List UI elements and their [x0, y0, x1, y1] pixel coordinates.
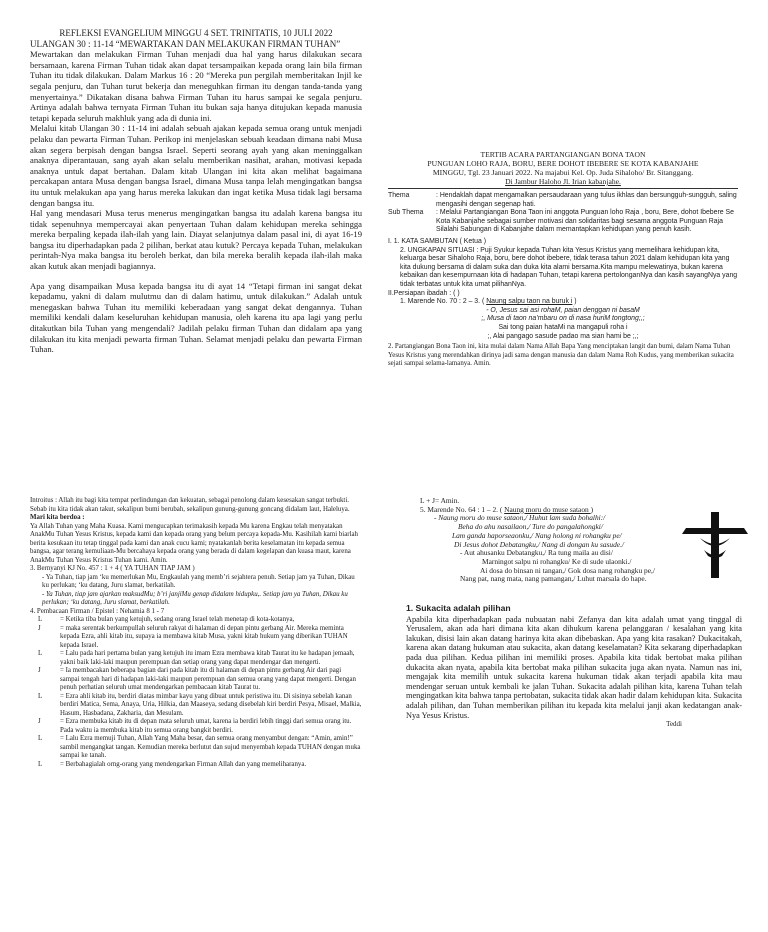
- hymn-5-line: - Aut ahusanku Debatangku,/ Ra tung maila au disi/: [460, 548, 613, 558]
- reflection-paragraph: Apa yang disampaikan Musa kepada bangsa itu di ayat 14 “Tetapi firman ini sangat dekat kepadamu, yakni di dalam mulutmu dan di dalam hatimu, untuk dilakukan.” Adalah untuk menegaskan bahwa Tuhan itu memiliki keberadaan yang sangat dekat dengannya. Tuhan memiliki kendali dalam keseluruhan kehidupan manusia, oleh karena itu apa lagi yang perlu ditakutkan bila Tuhan yang mengendali? Jadilah pelaku firman Tuhan dan didalam apa yang dilakukan itu kita menjadi pewarta firman Tuhan. Selamat menjadi pelaku dan pewarta Firman Tuhan.: [30, 280, 362, 355]
- order-item-preparation: II.Persiapan ibadah : ( ): [388, 289, 460, 297]
- hymn-5-line: Marningot salpu ni rohangku/ Ke di sude ulaonki./: [482, 556, 632, 566]
- song-3-title: 3. Bernyanyi KJ No. 457 : 1 + 4 ( YA TUHAN TIAP JAM ): [30, 565, 195, 572]
- joy-choice-section: [406, 604, 742, 774]
- introitus: Introitus : Allah itu bagi kita tempat perlindungan dan kekuatan, sebagai penolong dalam kesesakan sangat terbukti. Sebab itu kita tidak akan takut, sekalipun bumi berubah, sekalipun gunung-gunung goncang didalam laut, Haleluya.: [30, 497, 350, 513]
- joy-choice-text: Apabila kita diperhadapkan pada nubuatan nabi Zefanya dan kita adalah umat yang tinggal di Yerusalem, akan ada hari dimana kita akan dihukum karena pelanggaran / kesalahan yang kita lakukan, disisi lain akan datang harinya kita akan dibebaskan. Apa yang kita rasakan? Dukacitakah, karena akan datang hukuman atau sukacita, akan datang keselamatan? Kita sekarang diperhadapkan pada dua pilihan. Kedua pilihan ini memiliki proses. Apabila kita tidak bertobat maka pilihan dukacita akan nyata, apabila kita bertobat maka pilihan sukacita juga akan nyata. Namun nas ini, mengajak kita memilih untuk sukacita karena hukuman tidak akan terjadi apabila kita mau mendengar seruan untuk kembali ke jalan Tuhan. Sukacita adalah pilihan kita, karena Tuhan telah mengingatkan kita bahwa tanpa pertobatan, sukacita tidak akan hadir dalam kehidupan kita. Sukacita adalah pilihan, dan Tuhan memberikan pilihan itu kepada kita melalui janji akan kedatangan anak-Nya Yesus Kristus.: [406, 614, 742, 720]
- joy-choice-heading: 1. Sukacita adalah pilihan: [406, 604, 511, 613]
- hymn-5-title: 5. Marende No. 64 : 1 – 2. ( Naung moru do muse sataon ): [420, 504, 594, 514]
- hymn-5-line: Ai dosa do binsan ni tangan,/ Gok dosa nang rohangku pe,/: [480, 565, 655, 575]
- hymn-1-line: ;, Alai pangago sasude padao ma sian hami be ;,;: [487, 332, 639, 340]
- liturgy-section: [30, 497, 362, 917]
- responsive-line: L = Ketika tiba bulan yang ketujuh, sedang orang Israel telah menetap di kota-kotanya,: [38, 616, 295, 623]
- cross-icon: [682, 510, 748, 580]
- order-header-date: MINGGU, Tgl. 23 Januari 2022. Na majabui Kel. Op. Juda Sihaloho/ Br. Sitanggang.: [432, 168, 694, 177]
- prayer-text: Ya Allah Tuhan yang Maha Kuasa. Kami mengucapkan terimakasih kepada Mu karena Engkau telah menyatakan AnakMu Tuhan Yesus Kristus, kepada kami dan kepada orang yang belum percaya kepada-Mu. Kasihilah kami biarlah berita kesukaan itu tetap tinggal pada kami dan anak cucu kami; nyatakanlah berita keselamatan itu kepada semua bangsa, agar terang kemuliaan-Mu bercahaya kepada orang yang berada di dalam kegelapan dan kuasa maut, karena AnakMu Tuhan Yesus Kristus Tuhan kami. Amin.: [30, 522, 358, 564]
- reflection-reference: ULANGAN 30 : 11-14 “MEWARTAKAN DAN MELAKUKAN FIRMAN TUHAN”: [30, 38, 341, 49]
- prayer-heading: Mari kita berdoa :: [30, 514, 85, 521]
- reading-title: 4. Pembacaan Firman / Epistel : Nehamia 8 1 - 7: [30, 607, 165, 615]
- amin-line: L + J= Amin.: [420, 497, 460, 505]
- order-item-situation: 2. UNGKAPAN SITUASI : Puji Syukur kepada Tuhan kita Yesus Kristus yang memelihara kehidupan kita, keluarga besar Sihaloho Raja, boru, bere dohot ibebere, tidak terasa tahun 2021 dalam kehidupan kita yang kita dukung bersama di dalam suka dan duka kita alami bersama.Kita mampu melewatinya, bukan karena kebaikan dan kesempurnaan kita di hadapan Tuhan, tetapi karena pertolonganNya dan kasih sayangNya yang tidak terbatas untuk kita umat pilihanNya.: [400, 246, 738, 288]
- subtheme-row: [388, 209, 738, 235]
- hymn-1-line: ;, Musa di taon na’mbaru on di nasa huriM tongtong;,;: [481, 315, 645, 323]
- hymn-1-title: 1. Marende No. 70 : 2 – 3. ( Naung salpu taon na buruk i ): [400, 298, 577, 306]
- subtheme-label: Sub Thema: [388, 209, 424, 217]
- author-signature: Teddi: [666, 720, 682, 729]
- reflection-paragraph: Hal yang mendasari Musa terus menerus mengingatkan bangsa itu adalah karena bangsa itu tidak sepenuhnya mempercayai akan penyertaan Tuhan dalam kehidupan mereka sehingga mereka berpaling kepada ilah-ilah yang lain. Diayat selanjutnya dalam pasal ini, di ayat 16-19 bangsa itu diperhadapkan pada 2 pilihan, berkat atau kutuk? Percaya kepada Tuhan, melakukan perintah-Nya maka bangsa itu beroleh berkat, dan bila mereka beralih kepada ilah-ilah maka akan kutuk akan menjadi bagiannya.: [30, 208, 362, 272]
- hymn-5-line: - Naung moru do muse sataon,/ Huhut lam suda bohalhi:/: [434, 513, 606, 523]
- hymn-5-line: Di Jesus dohot Debatangku,/ Nang di dongan ku sasude./: [454, 539, 624, 549]
- hymn-5-line: Beha do ahu nasailaon,/ Ture do pangalahongki/: [458, 522, 603, 532]
- responsive-line: J = Ezra membuka kitab itu di depan mata seluruh umat, karena ia berdiri lebih tinggi dari semua orang itu. Pada waktu ia membuka kitab itu semua orang bangkit berdiri.: [38, 718, 352, 734]
- order-item-welcome: I. 1. KATA SAMBUTAN ( Ketua ): [388, 237, 487, 245]
- responsive-line: L = Ezra ahli kitab itu, berdiri diatas mimbar kayu yang dibuat untuk peristiwa itu. Di sisinya sebelah kanan berdiri Matica, Sema, Anaya, Uria, Hilkia, dan Maaseya, sedang disebelah kiri berdiri Pesya, Misael, Malkia, Hasum, Hasbadana, Zakharia, dan Mesulam.: [38, 692, 362, 717]
- song-3-verse: - Ya Tuhan, tiap jam ajarkan maksudMu; b’ri janjiMu genap didalam hidupku,. Setiap jam ya Tuhan, Dikau ku perlukan; ‘ku datang, Juru slamat, berkatilah.: [42, 590, 348, 606]
- hymn-5-line: Lam ganda haporseaonku,/ Nang holong ni rohangku pe/: [452, 530, 622, 540]
- reflection-section: [30, 28, 362, 428]
- responsive-line: J = Ia membacakan beberapa bagian dari pada kitab itu di halaman di depan pintu gerbang Air dari pagi sampai tengah hari di hadapan laki-laki maupun perempuan dan semua orang yang dapat mengerti. Dengan penuh perhatian seluruh umat mendengarkan pembacaan kitab Taurat tu.: [38, 667, 357, 691]
- theme-text: : Hendaklah dapat mengamalkan persaudaraan yang tulus ikhlas dan bersungguh-sungguh, saling mengasihi dengan segenap hati.: [436, 192, 737, 208]
- order-item-invocation: 2. Partangiangan Bona Taon ini, kita mulai dalam Nama Allah Bapa Yang menciptakan langit dan bumi, dalam Nama Tuhan Yesus Kristus yang merendahkan dirinya jadi sama dengan manusia dan dalam Nama Roh Kudus, yang memberikan sukacita sejati sampai selama-lamanya. Amin.: [388, 343, 734, 368]
- theme-row: [388, 192, 738, 209]
- order-header-group: PUNGUAN LOHO RAJA, BORU, BERE DOHOT IBEBERE SE KOTA KABANJAHE: [427, 159, 699, 168]
- responsive-line: L = Lalu pada hari pertama bulan yang ketujuh itu imam Ezra membawa kitab Taurat itu ke hadapan jemaah, yakni baik laki-laki maupun perempuan dan setiap orang yang dapat mendengar dan mengerti.: [38, 650, 355, 666]
- responsive-line: L = Berbahagialah orng-orang yang mendengarkan Firman Allah dan yang memeliharanya.: [38, 760, 307, 768]
- order-header-title: TERTIB ACARA PARTANGIANGAN BONA TAON: [480, 150, 646, 159]
- responsive-line: J = maka serentak berkumpullah seluruh rakyat di halaman di depan pintu gerbang Air. Mereka meminta kepada Ezra, ahli kitab itu, supaya ia membawa kitab Musa, yakni kitab hukum yang diberikan TUHAN kepada Israel.: [38, 624, 348, 649]
- song-3-verse: - Ya Tuhan, tiap jam ‘ku memerlukan Mu, Engkaulah yang memb’ri sejahtera penuh. Setiap jam ya Tuhan, Dikau ku perlukan; ‘ku datang, Juru slamat, berkatilah.: [42, 573, 355, 589]
- hymn-1-line: Sai tong paian hataMi na mangapuli roha i: [498, 323, 628, 331]
- hymn-1-line: - O, Jesus sai asi rohaM, paian denggan ni basaM: [486, 306, 640, 314]
- order-of-service-section: [388, 150, 738, 410]
- reflection-title: REFLEKSI EVANGELIUM MINGGU 4 SET. TRINITATIS, 10 JULI 2022: [59, 28, 333, 38]
- reflection-paragraph: Mewartakan dan melakukan Firman Tuhan menjadi dua hal yang harus dilakukan secara bersamaan, karena Firman Tuhan tidak akan dapat tersampaikan kepada orang lain bila firman Tuhan itu tidak dilakukan. Dalam Markus 16 : 20 “Mereka pun pergilah memberitakan Injil ke segala penjuru, dan Tuhan turut bekerja dan meneguhkan firman itu dengan tanda-tanda yang menyertainya.” Dikatakan disana bahwa Firman Tuhan itu harus sampai ke segala penjuru. Artinya adalah bahwa ternyata Firman Tuhan itu bukan saja hanya ditujukan kepada manusia tetapi kepada seluruh makhluk yang ada di dunia ini.: [30, 49, 362, 123]
- theme-label: Thema: [388, 192, 410, 199]
- divider: [388, 188, 738, 189]
- subtheme-text: : Melalui Partangiangan Bona Taon ini anggota Punguan loho Raja , boru, Bere, dohot Ibebere Se Kota Kabanjahe sebagai sumber motivasi dan solidaritas bagi sesama anggota Punguan Raja Silalahi Sabungan di Kabanjahe dalam memantapkan kehidupan yang penuh kasih.: [436, 209, 734, 234]
- hymn-5-line: Nang pat, nang mata, nang pamangan,/ Luhut marsala do hape.: [460, 574, 647, 584]
- responsive-line: L = Lalu Ezra memuji Tuhan, Allah Yang Maha besar, dan semua orang menyambut dengan: “Amin, amin!” sambil mengangkat tangan. Kemudian mereka berlutut dan sujud menyembah kepada TUHAN dengan muka sampai ke tanah.: [38, 735, 361, 759]
- reflection-paragraph: Melalui kitab Ulangan 30 : 11-14 ini adalah sebuah ajakan kepada semua orang untuk menjadi pelaku dan pewarta Firman Tuhan. Perikop ini menjelaskan sebuah keadaan dimana nabi Musa akan segera berpisah dengan bangsa Israel. Seperti seorang ayah yang akan meninggalkan anaknya diperantauan, sang ayah akan selalu memberikan nasihat, arahan, motivasi kepada anaknya untuk dapat bertahan. Dalam kitab Ulangan ini kita akan melihat bagaimana percakapan antara Musa dengan bangsa Israel, dimana Musa tanpa lelah mengingatkan bangsa itu untuk melakukan apa yang harus mereka lakukan dan ingat ketika Musa tidak lagi bersama dengan bangsa itu.: [30, 123, 362, 208]
- order-header-place: Di Jambur Haloho Jl. Irian kabanjahe.: [505, 177, 621, 186]
